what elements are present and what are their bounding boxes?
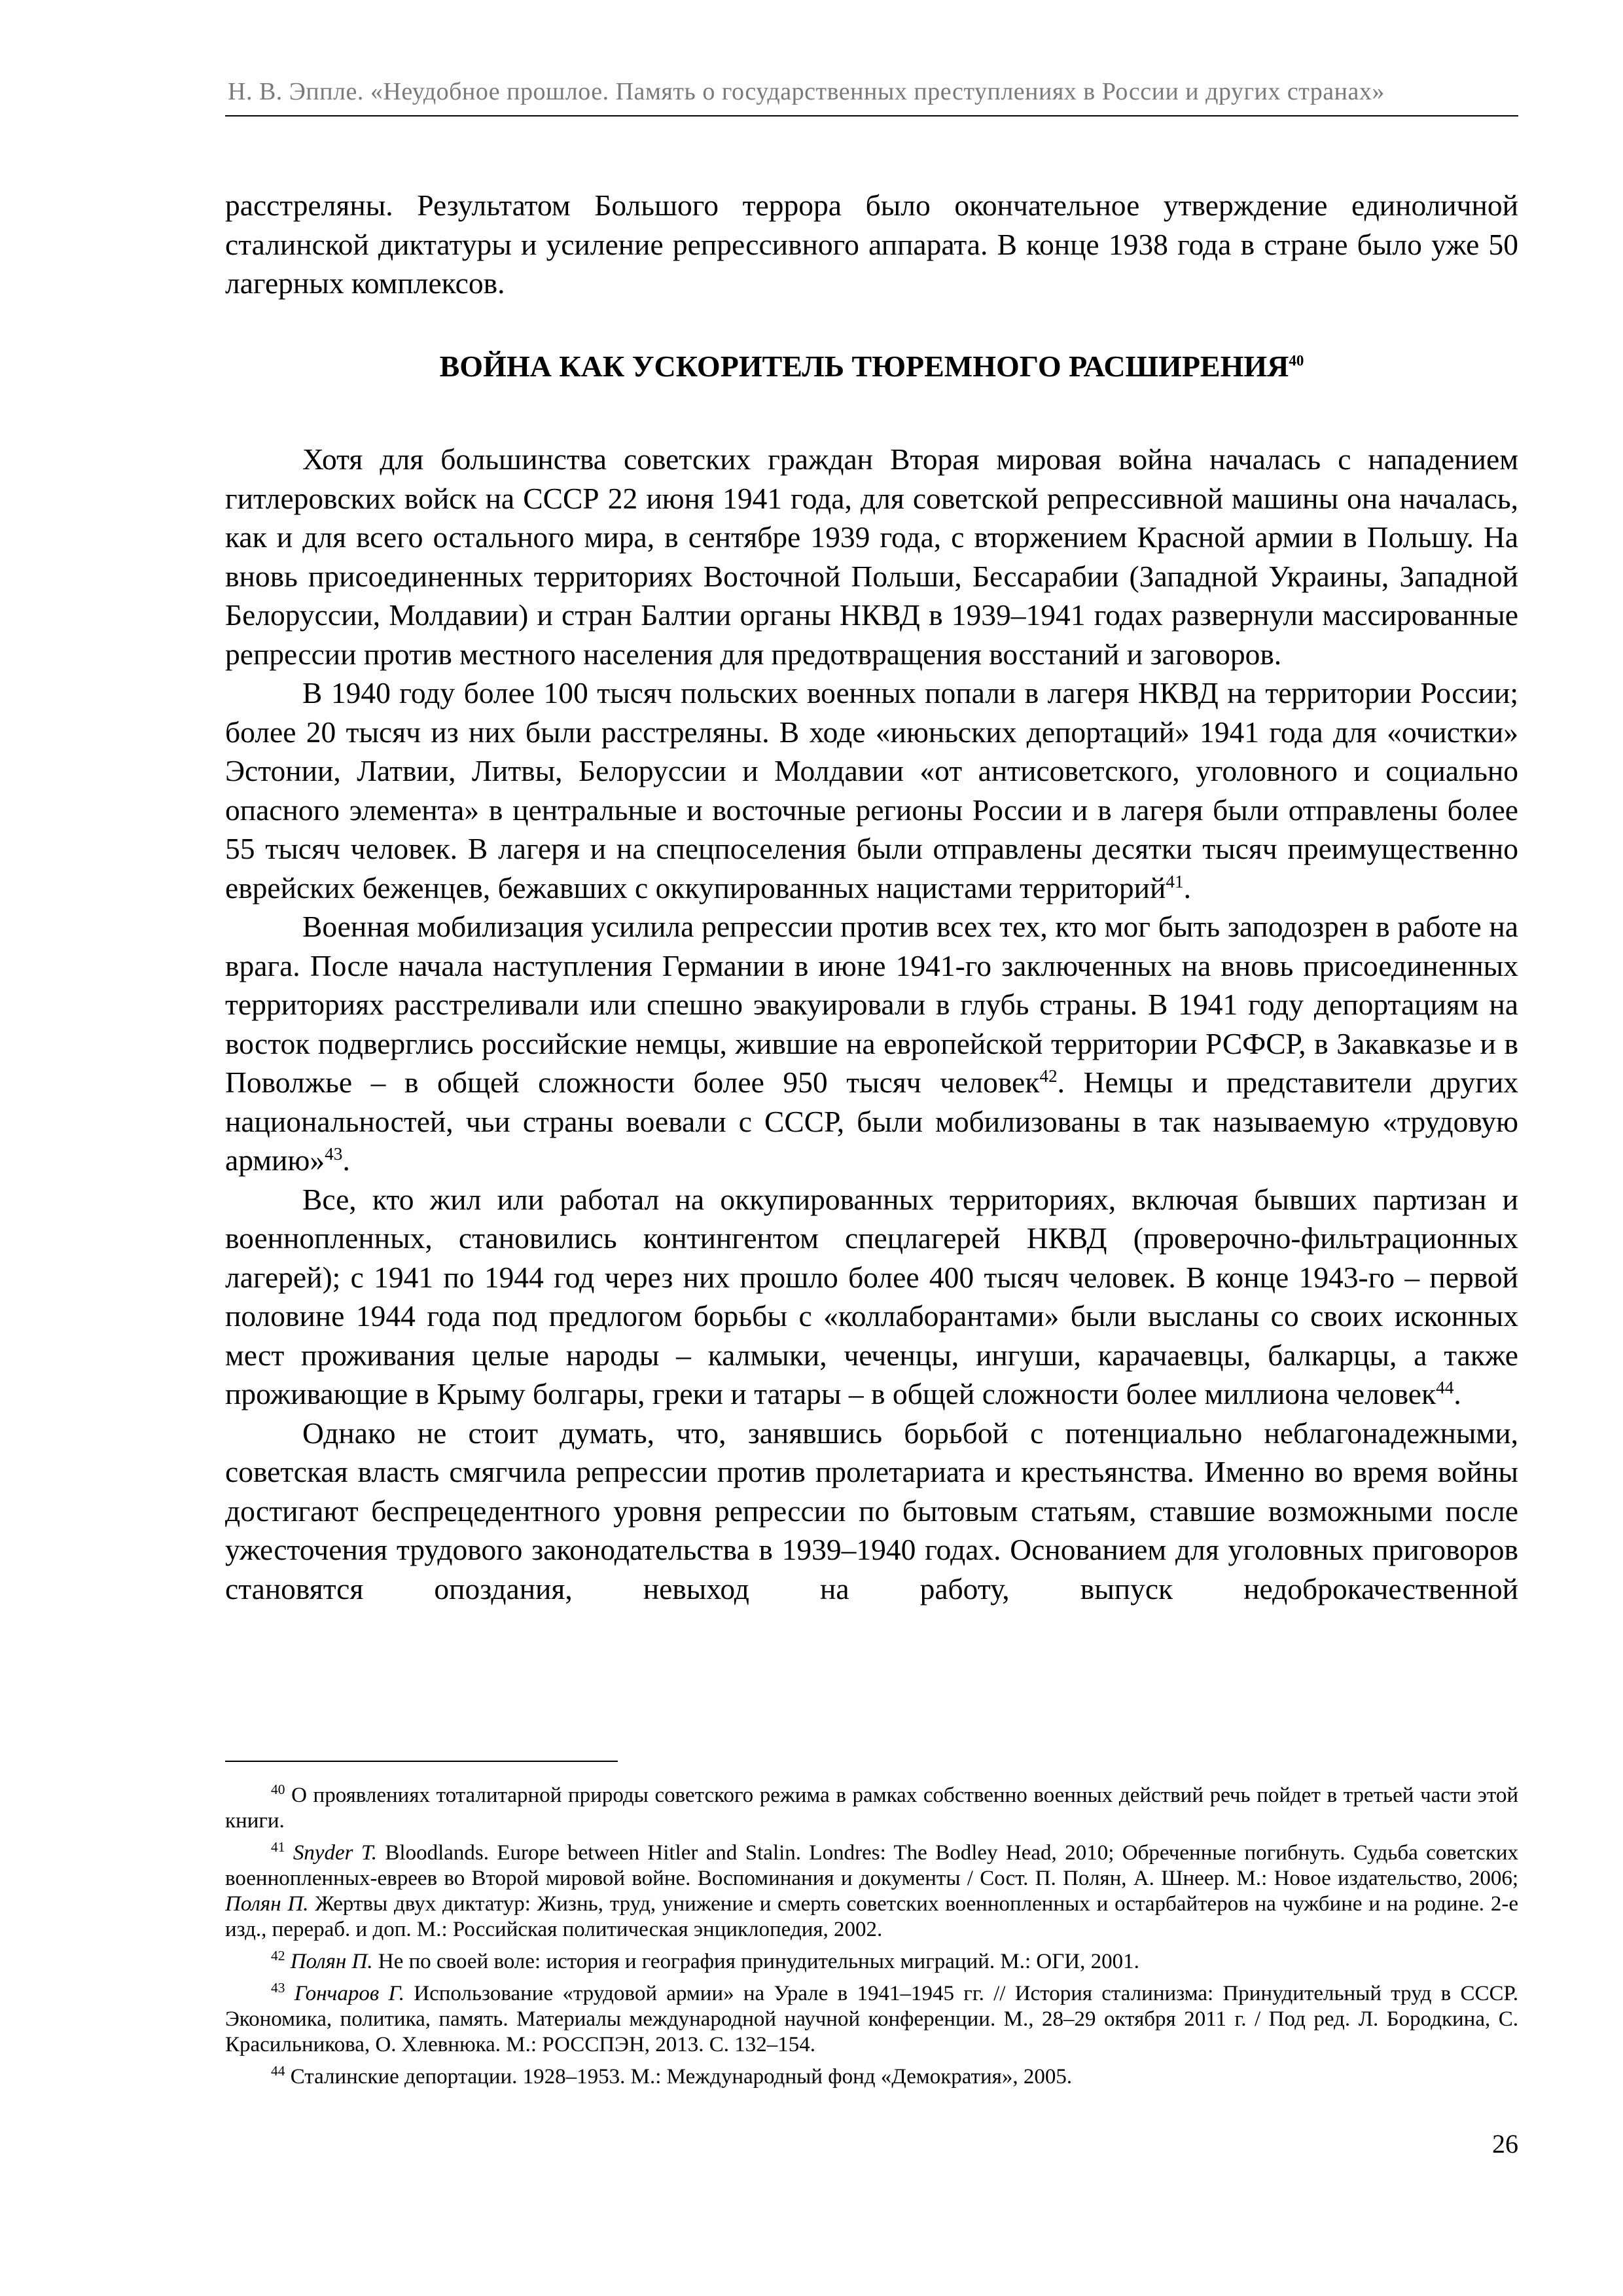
footnote-ref-41[interactable]: 41	[1166, 871, 1184, 891]
footnote-42	[225, 1949, 1518, 1975]
paragraph	[225, 673, 1518, 907]
header-divider	[225, 115, 1518, 117]
paragraph-tail: .	[1454, 1377, 1461, 1410]
paragraph	[225, 1414, 1518, 1609]
paragraph-text: Военная мобилизация усилила репрессии против всех тех, кто мог быть заподозрен в работе на врага. После начала наступления Германии в июне 1941-го заключенных на вновь присоединенных территориях расстреливали или спешно эвакуировали в глубь страны. В 1941 году депортациям на восток подверглись российские немцы, жившие на европейской территории РСФСР, в Закавказье и в Поволжье – в общей сложности более 950 тысяч человек	[225, 910, 1518, 1099]
paragraph-text: Хотя для большинства советских граждан Вторая мировая война началась с нападением гитлеровских войск на СССР 22 июня 1941 года, для советской репрессивной машины она началась, как и для всего остального мира, в сентябре 1939 года, с вторжением Красной армии в Польшу. На вновь присоединенных территориях Восточной Польши, Бессарабии (Западной Украины, Западной Белоруссии, Молдавии) и стран Балтии органы НКВД в 1939–1941 годах развернули массированные репрессии против местного населения для предотвращения восстаний и заговоров.	[225, 442, 1518, 671]
running-header: Н. В. Эппле. «Неудобное прошлое. Память о государственных преступлениях в России и других странах»	[228, 78, 1385, 105]
footnote-number: 40	[271, 1782, 285, 1797]
footnote-ref-43[interactable]: 43	[325, 1143, 343, 1164]
paragraph-text: . Немцы и представители других национальностей, чьи страны воевали с СССР, были мобилизованы в так называемую «трудовую армию»	[225, 1066, 1518, 1177]
footnote-author: Полян П.	[225, 1892, 309, 1916]
page-number: 26	[1492, 2129, 1518, 2159]
footnote-number: 41	[271, 1839, 285, 1855]
opening-text-block	[225, 186, 1518, 303]
footnote-separator	[225, 1761, 618, 1762]
footnote-author: Полян П.	[290, 1950, 373, 1973]
footnote-author: Snyder T.	[293, 1841, 378, 1865]
paragraph-text: Однако не стоит думать, что, занявшись борьбой с потенциально неблагонадежными, советская власть смягчила репрессии против пролетариата и крестьянства. Именно во время войны достигают беспрецедентного уровня репрессии по бытовым статьям, ставшие возможными после ужесточения трудового законодательства в 1939–1940 годах. Основанием для уголовных приговоров становятся опоздания, невыход на работу, выпуск недоброкачественной	[225, 1416, 1518, 1605]
main-text-block	[225, 440, 1518, 1608]
footnote-number: 43	[271, 1980, 285, 1996]
paragraph	[225, 907, 1518, 1180]
footnote-text: Жертвы двух диктатур: Жизнь, труд, унижение и смерть советских военнопленных и остарбайтеров на чужбине и на родине. 2-е изд., перераб. и доп. М.: Российская политическая энциклопедия, 2002.	[225, 1892, 1519, 1941]
footnote-43	[225, 1981, 1518, 2058]
paragraph-text: В 1940 году более 100 тысяч польских военных попали в лагеря НКВД на территории России; более 20 тысяч из них были расстреляны. В ходе «июньских депортаций» 1941 года для «очистки» Эстонии, Латвии, Литвы, Белоруссии и Молдавии «от антисоветского, уголовного и социально опасного элемента» в центральные и восточные регионы России и в лагеря были отправлены более 55 тысяч человек. В лагеря и на спецпоселения были отправлены десятки тысяч преимущественно еврейских беженцев, бежавших с оккупированных нацистами территорий	[225, 676, 1518, 905]
footnote-ref-40[interactable]: 40	[1289, 352, 1304, 369]
footnote-text: Сталинские депортации. 1928–1953. М.: Международный фонд «Демократия», 2005.	[290, 2065, 1073, 2089]
footnote-text: Использование «трудовой армии» на Урале в 1941–1945 гг. // История сталинизма: Принудительный труд в СССР. Экономика, политика, память. Материалы международной научной конференции. М., 28–29 октября 2011 г. / Под ред. Л. Бородкина, С. Красильникова, О. Хлевнюка. М.: РОССПЭН, 2013. С. 132–154.	[225, 1982, 1519, 2056]
paragraph	[225, 1180, 1518, 1414]
footnote-44	[225, 2064, 1518, 2090]
footnote-text: Bloodlands. Europe between Hitler and Stalin. Londres: The Bodley Head, 2010; Обреченные погибнуть. Судьба советских военнопленных-евреев во Второй мировой войне. Воспоминания и документы / Сост. П. Полян, А. Шнеер. М.: Новое издательство, 2006;	[225, 1841, 1519, 1890]
footnote-ref-44[interactable]: 44	[1436, 1377, 1454, 1397]
footnote-number: 44	[271, 2063, 285, 2079]
footnote-text: Не по своей воле: история и география принудительных миграций. М.: ОГИ, 2001.	[378, 1950, 1139, 1973]
footnote-text: О проявлениях тоталитарной природы советского режима в рамках собственно военных действий речь пойдет в третьей части этой книги.	[225, 1784, 1519, 1833]
opening-paragraph: расстреляны. Результатом Большого террора было окончательное утверждение единоличной сталинской диктатуры и усиление репрессивного аппарата. В конце 1938 года в стране было уже 50 лагерных комплексов.	[225, 188, 1518, 300]
section-heading	[225, 347, 1518, 386]
footnote-author: Гончаров Г.	[294, 1982, 405, 2005]
paragraph-tail: .	[342, 1143, 350, 1177]
footnote-41	[225, 1840, 1518, 1943]
footnote-number: 42	[271, 1948, 285, 1964]
paragraph-tail: .	[1183, 870, 1192, 905]
footnotes	[225, 1783, 1518, 2096]
paragraph-text: Все, кто жил или работал на оккупированных территориях, включая бывших партизан и военнопленных, становились контингентом спецлагерей НКВД (проверочно-фильтрационных лагерей); с 1941 по 1944 год через них прошло более 400 тысяч человек. В конце 1943-го – первой половине 1944 года под предлогом борьбы с «коллаборантами» были высланы со своих исконных мест проживания целые народы – калмыки, чеченцы, ингуши, карачаевцы, балкарцы, а также проживающие в Крыму болгары, греки и татары – в общей сложности более миллиона человек	[225, 1182, 1518, 1410]
footnote-ref-42[interactable]: 42	[1039, 1066, 1058, 1086]
section-heading-text: ВОЙНА КАК УСКОРИТЕЛЬ ТЮРЕМНОГО РАСШИРЕНИЯ	[439, 350, 1289, 383]
footnote-40	[225, 1783, 1518, 1834]
paragraph	[225, 440, 1518, 673]
